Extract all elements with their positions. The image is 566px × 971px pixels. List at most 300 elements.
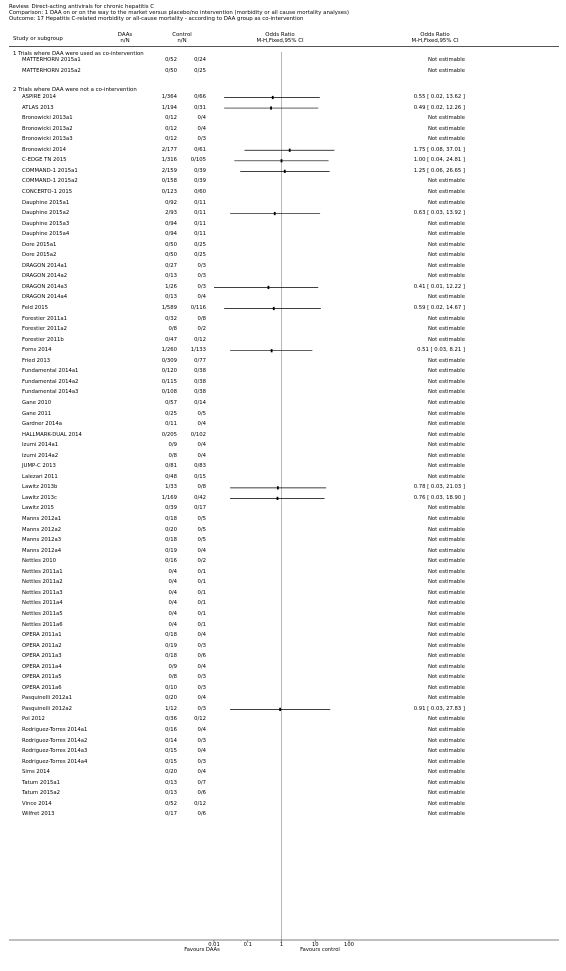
odds-ratio-ci: Not estimable xyxy=(427,115,465,122)
odds-ratio-ci: Not estimable xyxy=(427,231,465,238)
odds-ratio-ci: Not estimable xyxy=(427,610,465,617)
study-name: ASPIRE 2014 xyxy=(22,94,56,100)
control-events: 0/4 xyxy=(197,452,206,459)
odds-ratio-ci: Not estimable xyxy=(427,252,465,259)
study-name: OPERA 2011a3 xyxy=(22,653,62,660)
control-events: 0/61 xyxy=(194,146,206,153)
study-name: Nettles 2011a4 xyxy=(22,600,63,607)
daas-events: 0/20 xyxy=(165,769,177,776)
control-events: 0/39 xyxy=(194,167,206,174)
daas-events: 0/39 xyxy=(165,505,177,512)
study-name: Fundamental 2014a3 xyxy=(22,389,79,396)
daas-events: 0/9 xyxy=(168,442,177,449)
control-events: 0/1 xyxy=(197,589,206,596)
control-column-header: Control xyxy=(172,32,192,38)
odds-ratio-ci: Not estimable xyxy=(427,378,465,385)
point-estimate-marker xyxy=(274,212,276,215)
axis-tick-label: 10 xyxy=(311,942,319,948)
odds-ratio-ci: Not estimable xyxy=(427,674,465,681)
daas-events: 2/159 xyxy=(161,167,177,174)
control-events: 0/3 xyxy=(197,262,206,269)
odds-ratio-ci: Not estimable xyxy=(427,727,465,733)
point-estimate-marker xyxy=(279,708,281,711)
control-events: 0/12 xyxy=(194,336,206,343)
daas-events: 0/47 xyxy=(165,336,177,343)
or-text-column-header: Odds Ratio xyxy=(420,32,450,38)
point-estimate-marker xyxy=(284,170,286,173)
daas-events: 0/15 xyxy=(165,748,177,755)
review-line: Review: Direct-acting antivirals for chronic hepatitis C xyxy=(9,4,155,10)
study-name: Lalezari 2011 xyxy=(22,473,58,480)
study-name: JUMP-C 2013 xyxy=(22,463,56,470)
daas-events: 0/13 xyxy=(165,273,177,280)
study-name: OPERA 2011a2 xyxy=(22,642,62,649)
control-events: 0/3 xyxy=(197,684,206,691)
study-name: DRAGON 2014a3 xyxy=(22,283,68,290)
control-events: 0/38 xyxy=(194,378,206,385)
control-events: 0/1 xyxy=(197,621,206,628)
control-events: 0/24 xyxy=(194,57,206,63)
odds-ratio-ci: Not estimable xyxy=(427,547,465,554)
odds-ratio-ci: Not estimable xyxy=(427,790,465,797)
control-events: 0/4 xyxy=(197,421,206,428)
odds-ratio-ci: 0.91 [ 0.03, 27.83 ] xyxy=(413,705,465,712)
daas-events: 0/12 xyxy=(165,115,177,122)
daas-events: 1/589 xyxy=(161,305,177,311)
study-name: COMMAND-1 2015a2 xyxy=(22,178,78,185)
study-name: Bronowicki 2014 xyxy=(22,146,66,153)
study-name: Forestier 2011b xyxy=(22,336,64,343)
point-estimate-marker xyxy=(277,497,279,500)
study-name: OPERA 2011a1 xyxy=(22,632,62,639)
subgroup-2-label: 2 Trials where DAA were not a co-intervention xyxy=(13,87,137,93)
odds-ratio-ci: Not estimable xyxy=(427,537,465,544)
daas-events: 0/11 xyxy=(165,421,177,428)
control-events: 0/8 xyxy=(197,484,206,491)
odds-ratio-ci: Not estimable xyxy=(427,769,465,776)
or-text-column-subheader: M-H,Fixed,95% CI xyxy=(411,38,459,44)
daas-events: 1/316 xyxy=(161,157,177,164)
odds-ratio-ci: Not estimable xyxy=(427,410,465,417)
study-name: Gane 2010 xyxy=(22,399,52,406)
control-events: 0/12 xyxy=(194,800,206,807)
odds-ratio-ci: Not estimable xyxy=(427,463,465,470)
study-name: Pol 2012 xyxy=(22,716,45,723)
control-events: 0/4 xyxy=(197,727,206,733)
odds-ratio-ci: Not estimable xyxy=(427,294,465,301)
daas-events: 0/115 xyxy=(161,378,177,385)
control-events: 0/3 xyxy=(197,642,206,649)
control-events: 0/5 xyxy=(197,516,206,522)
odds-ratio-ci: Not estimable xyxy=(427,273,465,280)
odds-ratio-ci: 1.25 [ 0.06, 26.65 ] xyxy=(413,167,465,174)
daas-events: 0/13 xyxy=(165,790,177,797)
comparison-line: Comparison: 1 DAA on or on the way to the market versus placebo/no intervention (morbidity or all cause mortality analyses) xyxy=(9,10,349,16)
study-name: Forns 2014 xyxy=(22,347,52,354)
study-name: ATLAS 2013 xyxy=(22,104,54,111)
daas-events: 0/9 xyxy=(168,663,177,670)
study-name: Tatum 2015a1 xyxy=(22,779,60,786)
daas-events: 2/93 xyxy=(165,210,177,217)
control-events: 0/31 xyxy=(194,104,206,111)
study-name: COMMAND-1 2015a1 xyxy=(22,167,78,174)
control-events: 0/66 xyxy=(194,94,206,100)
study-name: Pasquinelli 2012a2 xyxy=(22,705,72,712)
daas-events: 2/177 xyxy=(161,146,177,153)
daas-events: 1/12 xyxy=(165,705,177,712)
daas-events: 0/17 xyxy=(165,811,177,818)
odds-ratio-ci: Not estimable xyxy=(427,326,465,333)
control-events: 0/4 xyxy=(197,748,206,755)
daas-events: 0/48 xyxy=(165,473,177,480)
study-name: Dauphine 2015a2 xyxy=(22,210,70,217)
odds-ratio-ci: Not estimable xyxy=(427,199,465,206)
odds-ratio-ci: Not estimable xyxy=(427,737,465,744)
daas-events: 0/120 xyxy=(161,368,177,375)
control-events: 0/25 xyxy=(194,241,206,248)
outcome-line: Outcome: 17 Hepatitis C-related morbidity or all-cause mortality - according to DAA group as co-intervention xyxy=(9,16,304,22)
daas-column-header: DAAs xyxy=(117,32,133,38)
daas-events: 0/4 xyxy=(168,600,177,607)
study-name: Manns 2012a3 xyxy=(22,537,62,544)
daas-events: 0/108 xyxy=(161,389,177,396)
control-events: 0/60 xyxy=(194,188,206,195)
study-name: MATTERHORN 2015a2 xyxy=(22,67,81,74)
or-plot-column-subheader: M-H,Fixed,95% CI xyxy=(256,38,304,44)
control-events: 0/3 xyxy=(197,705,206,712)
axis-tick-label: 100 xyxy=(344,942,354,948)
study-name: Tatum 2015a2 xyxy=(22,790,60,797)
study-name: MATTERHORN 2015a1 xyxy=(22,57,81,63)
study-name: HALLMARK-DUAL 2014 xyxy=(22,431,82,438)
study-name: Izumi 2014a2 xyxy=(22,452,59,459)
point-estimate-marker xyxy=(268,286,270,289)
control-events: 0/39 xyxy=(194,178,206,185)
control-events: 0/38 xyxy=(194,389,206,396)
daas-events: 0/12 xyxy=(165,136,177,143)
control-events: 0/3 xyxy=(197,674,206,681)
daas-events: 1/260 xyxy=(161,347,177,354)
point-estimate-marker xyxy=(272,96,274,99)
daas-events: 1/194 xyxy=(161,104,177,111)
odds-ratio-ci: Not estimable xyxy=(427,178,465,185)
daas-events: 0/18 xyxy=(165,537,177,544)
daas-events: 0/50 xyxy=(165,252,177,259)
point-estimate-marker xyxy=(289,149,291,152)
study-name: CONCERTO-1 2015 xyxy=(22,188,73,195)
study-name: Dauphine 2015a3 xyxy=(22,220,70,227)
point-estimate-marker xyxy=(281,159,283,162)
study-name: Vince 2014 xyxy=(22,800,52,807)
daas-events: 1/364 xyxy=(161,94,177,100)
control-events: 0/6 xyxy=(197,790,206,797)
study-name: Forestier 2011a2 xyxy=(22,326,67,333)
control-events: 0/6 xyxy=(197,653,206,660)
daas-events: 0/36 xyxy=(165,716,177,723)
control-events: 0/1 xyxy=(197,610,206,617)
study-name: Rodriguez-Torres 2014a4 xyxy=(22,758,88,765)
study-name: C-EDGE TN 2015 xyxy=(22,157,67,164)
control-events: 0/1 xyxy=(197,600,206,607)
point-estimate-marker xyxy=(277,486,279,489)
daas-events: 0/205 xyxy=(161,431,177,438)
odds-ratio-ci: Not estimable xyxy=(427,621,465,628)
control-events: 0/102 xyxy=(190,431,206,438)
daas-events: 0/94 xyxy=(165,220,177,227)
odds-ratio-ci: 0.49 [ 0.02, 12.26 ] xyxy=(413,104,465,111)
subgroup-1-label: 1 Trials where DAA were used as co-intervention xyxy=(13,51,144,57)
study-name: Izumi 2014a1 xyxy=(22,442,59,449)
daas-events: 0/8 xyxy=(168,452,177,459)
study-name: Lawitz 2013b xyxy=(22,484,58,491)
control-column-subheader: n/N xyxy=(177,38,187,44)
control-events: 0/2 xyxy=(197,558,206,565)
control-events: 0/77 xyxy=(194,357,206,364)
daas-events: 0/25 xyxy=(165,410,177,417)
odds-ratio-ci: Not estimable xyxy=(427,758,465,765)
study-name: Dore 2015a1 xyxy=(22,241,57,248)
control-events: 0/3 xyxy=(197,737,206,744)
control-events: 0/6 xyxy=(197,811,206,818)
daas-events: 0/123 xyxy=(161,188,177,195)
study-name: Lawitz 2013c xyxy=(22,494,57,501)
daas-events: 0/32 xyxy=(165,315,177,322)
study-name: OPERA 2011a6 xyxy=(22,684,62,691)
study-name: DRAGON 2014a2 xyxy=(22,273,68,280)
daas-events: 0/16 xyxy=(165,558,177,565)
study-name: OPERA 2011a5 xyxy=(22,674,62,681)
study-name: DRAGON 2014a1 xyxy=(22,262,68,269)
odds-ratio-ci: 0.63 [ 0.03, 13.92 ] xyxy=(413,210,465,217)
daas-events: 0/10 xyxy=(165,684,177,691)
control-events: 0/17 xyxy=(194,505,206,512)
control-events: 0/4 xyxy=(197,294,206,301)
odds-ratio-ci: Not estimable xyxy=(427,241,465,248)
control-events: 0/3 xyxy=(197,136,206,143)
study-name: Gardner 2014a xyxy=(22,421,63,428)
odds-ratio-ci: Not estimable xyxy=(427,442,465,449)
odds-ratio-ci: Not estimable xyxy=(427,125,465,132)
odds-ratio-ci: 0.51 [ 0.03, 8.21 ] xyxy=(417,347,465,354)
study-name: Pasquinelli 2012a1 xyxy=(22,695,72,702)
study-name: Bronowicki 2013a2 xyxy=(22,125,73,132)
study-name: Feld 2015 xyxy=(22,305,49,311)
odds-ratio-ci: Not estimable xyxy=(427,516,465,522)
daas-events: 0/50 xyxy=(165,67,177,74)
odds-ratio-ci: Not estimable xyxy=(427,663,465,670)
control-events: 0/14 xyxy=(194,399,206,406)
control-events: 0/2 xyxy=(197,326,206,333)
point-estimate-marker xyxy=(270,106,272,109)
control-events: 0/11 xyxy=(194,210,206,217)
odds-ratio-ci: 0.76 [ 0.03, 18.90 ] xyxy=(413,494,465,501)
study-name: Fried 2013 xyxy=(22,357,51,364)
axis-tick-label: 0.1 xyxy=(243,942,252,948)
control-events: 0/4 xyxy=(197,547,206,554)
odds-ratio-ci: Not estimable xyxy=(427,431,465,438)
study-name: Nettles 2011a6 xyxy=(22,621,63,628)
control-events: 0/38 xyxy=(194,368,206,375)
study-name: Manns 2012a1 xyxy=(22,516,62,522)
study-name: Bronowicki 2013a3 xyxy=(22,136,73,143)
control-events: 0/4 xyxy=(197,663,206,670)
daas-events: 0/20 xyxy=(165,526,177,533)
odds-ratio-ci: Not estimable xyxy=(427,684,465,691)
odds-ratio-ci: 0.41 [ 0.01, 12.22 ] xyxy=(413,283,465,290)
odds-ratio-ci: Not estimable xyxy=(427,589,465,596)
daas-events: 0/4 xyxy=(168,579,177,586)
odds-ratio-ci: 0.55 [ 0.02, 13.62 ] xyxy=(413,94,465,100)
daas-events: 0/18 xyxy=(165,516,177,522)
odds-ratio-ci: Not estimable xyxy=(427,632,465,639)
daas-events: 0/14 xyxy=(165,737,177,744)
favours-daas-label: Favours DAAs xyxy=(184,947,220,953)
control-events: 0/116 xyxy=(190,305,206,311)
control-events: 0/5 xyxy=(197,526,206,533)
point-estimate-marker xyxy=(271,349,273,352)
odds-ratio-ci: Not estimable xyxy=(427,262,465,269)
study-name: Dauphine 2015a4 xyxy=(22,231,70,238)
daas-events: 1/33 xyxy=(165,484,177,491)
study-name: Fundamental 2014a2 xyxy=(22,378,79,385)
study-name: Nettles 2010 xyxy=(22,558,57,565)
daas-events: 0/8 xyxy=(168,326,177,333)
odds-ratio-ci: 0.59 [ 0.02, 14.67 ] xyxy=(413,305,465,311)
control-events: 0/1 xyxy=(197,568,206,575)
odds-ratio-ci: Not estimable xyxy=(427,695,465,702)
study-name: Sims 2014 xyxy=(22,769,50,776)
odds-ratio-ci: Not estimable xyxy=(427,526,465,533)
favours-control-label: Favours control xyxy=(300,947,340,953)
daas-events: 0/13 xyxy=(165,779,177,786)
daas-events: 0/18 xyxy=(165,632,177,639)
axis-tick-label: 0.01 xyxy=(208,942,220,948)
study-name: Nettles 2011a2 xyxy=(22,579,63,586)
study-name: Fundamental 2014a1 xyxy=(22,368,79,375)
odds-ratio-ci: Not estimable xyxy=(427,315,465,322)
daas-events: 0/4 xyxy=(168,621,177,628)
daas-events: 1/169 xyxy=(161,494,177,501)
control-events: 0/5 xyxy=(197,537,206,544)
control-events: 0/11 xyxy=(194,231,206,238)
daas-events: 0/94 xyxy=(165,231,177,238)
control-events: 0/7 xyxy=(197,779,206,786)
odds-ratio-ci: 1.00 [ 0.04, 24.81 ] xyxy=(413,157,465,164)
daas-events: 0/19 xyxy=(165,642,177,649)
study-column-header: Study or subgroup xyxy=(13,36,63,42)
study-name: Nettles 2011a3 xyxy=(22,589,63,596)
control-events: 0/25 xyxy=(194,67,206,74)
odds-ratio-ci: Not estimable xyxy=(427,642,465,649)
control-events: 0/8 xyxy=(197,315,206,322)
odds-ratio-ci: Not estimable xyxy=(427,558,465,565)
daas-events: 0/81 xyxy=(165,463,177,470)
daas-events: 0/158 xyxy=(161,178,177,185)
control-events: 0/3 xyxy=(197,273,206,280)
control-events: 0/4 xyxy=(197,125,206,132)
odds-ratio-ci: 1.75 [ 0.08, 37.01 ] xyxy=(413,146,465,153)
control-events: 0/4 xyxy=(197,442,206,449)
odds-ratio-ci: Not estimable xyxy=(427,568,465,575)
study-name: Rodriguez-Torres 2014a2 xyxy=(22,737,88,744)
odds-ratio-ci: 0.78 [ 0.03, 21.03 ] xyxy=(413,484,465,491)
daas-events: 0/4 xyxy=(168,589,177,596)
odds-ratio-ci: Not estimable xyxy=(427,748,465,755)
study-name: Lawitz 2015 xyxy=(22,505,55,512)
control-events: 0/105 xyxy=(190,157,206,164)
daas-events: 0/50 xyxy=(165,241,177,248)
odds-ratio-ci: Not estimable xyxy=(427,357,465,364)
control-events: 0/11 xyxy=(194,199,206,206)
study-name: Dore 2015a2 xyxy=(22,252,57,259)
control-events: 0/5 xyxy=(197,410,206,417)
control-events: 0/3 xyxy=(197,283,206,290)
control-events: 0/1 xyxy=(197,579,206,586)
control-events: 0/12 xyxy=(194,716,206,723)
daas-events: 0/4 xyxy=(168,610,177,617)
daas-events: 0/15 xyxy=(165,758,177,765)
study-name: Manns 2012a2 xyxy=(22,526,62,533)
daas-events: 0/19 xyxy=(165,547,177,554)
control-events: 0/3 xyxy=(197,758,206,765)
odds-ratio-ci: Not estimable xyxy=(427,452,465,459)
odds-ratio-ci: Not estimable xyxy=(427,600,465,607)
odds-ratio-ci: Not estimable xyxy=(427,653,465,660)
daas-events: 1/26 xyxy=(165,283,177,290)
point-estimate-marker xyxy=(273,307,275,310)
odds-ratio-ci: Not estimable xyxy=(427,505,465,512)
or-plot-column-header: Odds Ratio xyxy=(265,32,295,38)
control-events: 0/11 xyxy=(194,220,206,227)
study-name: Gane 2011 xyxy=(22,410,52,417)
control-events: 0/15 xyxy=(194,473,206,480)
daas-events: 0/12 xyxy=(165,125,177,132)
daas-column-subheader: n/N xyxy=(120,38,130,44)
control-events: 0/4 xyxy=(197,115,206,122)
daas-events: 0/20 xyxy=(165,695,177,702)
odds-ratio-ci: Not estimable xyxy=(427,57,465,63)
daas-events: 0/16 xyxy=(165,727,177,733)
odds-ratio-ci: Not estimable xyxy=(427,473,465,480)
daas-events: 0/52 xyxy=(165,800,177,807)
odds-ratio-ci: Not estimable xyxy=(427,220,465,227)
control-events: 0/83 xyxy=(194,463,206,470)
odds-ratio-ci: Not estimable xyxy=(427,421,465,428)
study-name: DRAGON 2014a4 xyxy=(22,294,68,301)
odds-ratio-ci: Not estimable xyxy=(427,368,465,375)
study-name: Rodriguez-Torres 2014a3 xyxy=(22,748,88,755)
control-events: 0/4 xyxy=(197,695,206,702)
control-events: 0/42 xyxy=(194,494,206,501)
daas-events: 0/309 xyxy=(161,357,177,364)
odds-ratio-ci: Not estimable xyxy=(427,779,465,786)
daas-events: 0/4 xyxy=(168,568,177,575)
odds-ratio-ci: Not estimable xyxy=(427,136,465,143)
odds-ratio-ci: Not estimable xyxy=(427,716,465,723)
study-name: Rodriguez-Torres 2014a1 xyxy=(22,727,88,733)
control-events: 0/4 xyxy=(197,769,206,776)
odds-ratio-ci: Not estimable xyxy=(427,800,465,807)
study-name: Nettles 2011a1 xyxy=(22,568,63,575)
odds-ratio-ci: Not estimable xyxy=(427,67,465,74)
daas-events: 0/8 xyxy=(168,674,177,681)
daas-events: 0/57 xyxy=(165,399,177,406)
odds-ratio-ci: Not estimable xyxy=(427,336,465,343)
daas-events: 0/18 xyxy=(165,653,177,660)
daas-events: 0/27 xyxy=(165,262,177,269)
axis-tick-label: 1 xyxy=(279,942,284,948)
study-name: Dauphine 2015a1 xyxy=(22,199,70,206)
